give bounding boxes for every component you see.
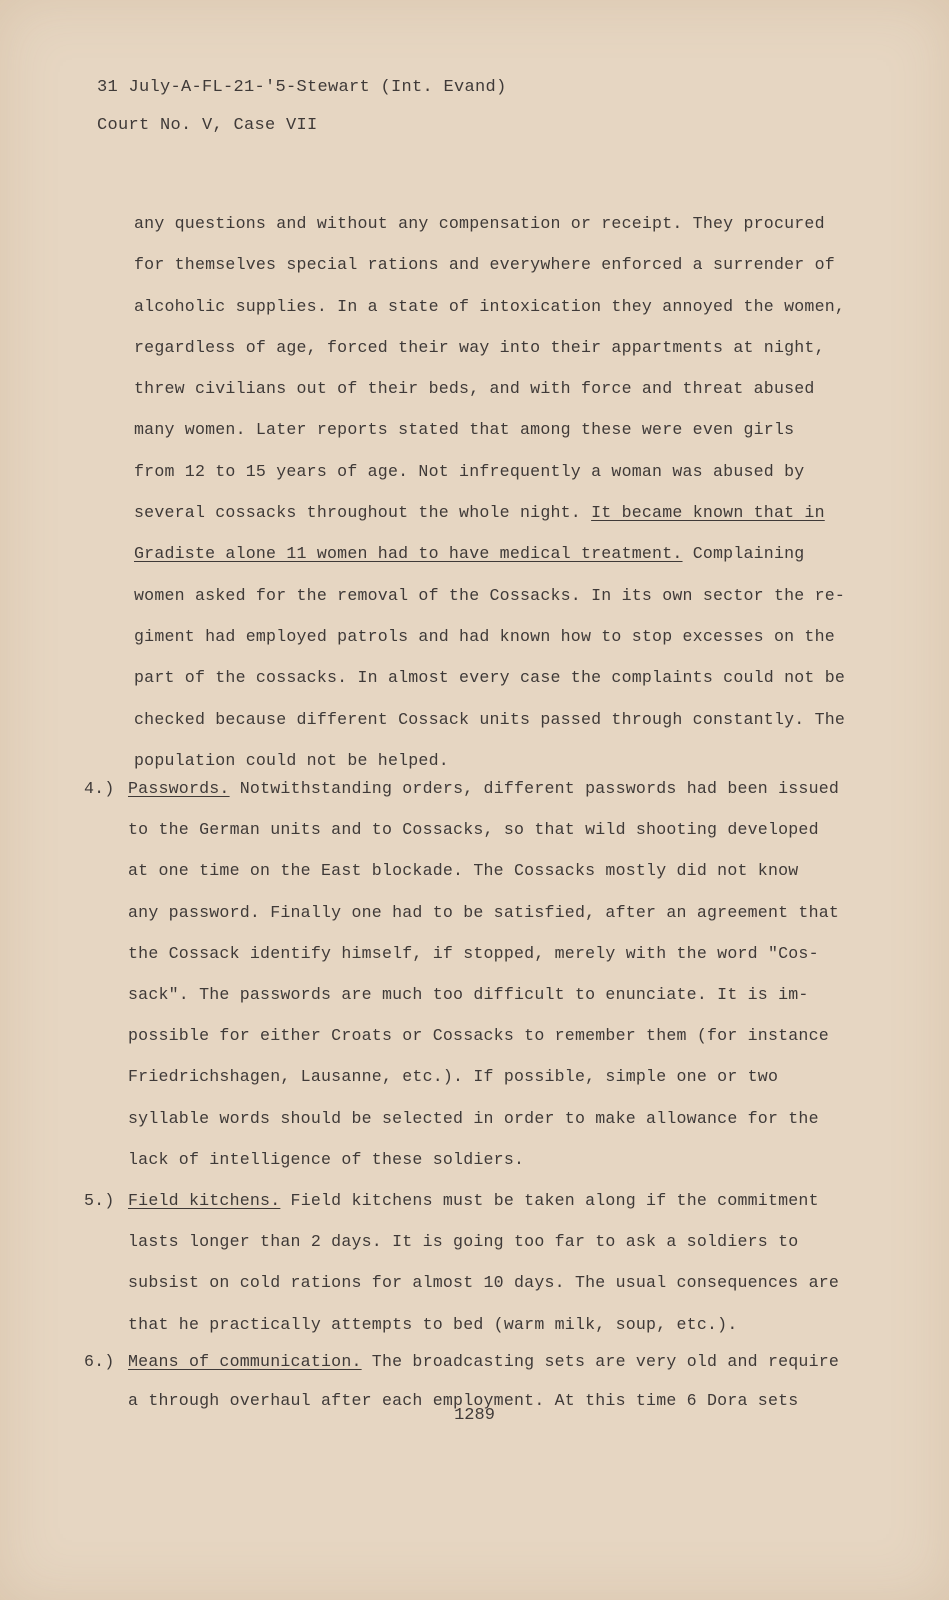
text-line: population could not be helped. [134, 750, 449, 770]
text-line: alcoholic supplies. In a state of intoxication they annoyed the women, [134, 296, 846, 316]
text-line: threw civilians out of their beds, and with force and threat abused [134, 379, 815, 399]
page-number: 1289 [454, 1406, 495, 1425]
line-text: Field kitchens must be taken along if the commitment [280, 1191, 819, 1210]
text-line: sack". The passwords are much too difficult to enunciate. It is im- [128, 985, 809, 1005]
item-number: 5.) [84, 1191, 115, 1210]
item-first-line [84, 768, 864, 809]
item-heading: Field kitchens. [128, 1191, 281, 1210]
text-line: at one time on the East blockade. The Cossacks mostly did not know [128, 861, 799, 881]
header-reference: 31 July-A-FL-21-'5-Stewart (Int. Evand) [97, 78, 507, 97]
text-line: giment had employed patrols and had known how to stop excesses on the [134, 626, 835, 646]
underlined-text: Gradiste alone 11 women had to have medical treatment. [134, 544, 683, 564]
text-line: Friedrichshagen, Lausanne, etc.). If possible, simple one or two [128, 1067, 779, 1087]
header-court-case: Court No. V, Case VII [97, 116, 318, 135]
text-line: lack of intelligence of these soldiers. [128, 1149, 525, 1169]
text-line: the Cossack identify himself, if stopped, merely with the word "Cos- [128, 943, 819, 963]
item-first-line [84, 1342, 864, 1381]
text-line: checked because different Cossack units passed through constantly. The [134, 709, 846, 729]
text-line: a through overhaul after each employment. At this time 6 Dora sets [128, 1391, 799, 1410]
text-line: for themselves special rations and everywhere enforced a surrender of [134, 255, 835, 275]
item-field-kitchens [84, 1180, 864, 1345]
text-line: that he practically attempts to bed (warm milk, soup, etc.). [128, 1314, 738, 1334]
item-heading: Means of communication. [128, 1352, 362, 1371]
item-passwords [84, 768, 864, 1180]
item-heading: Passwords. [128, 779, 230, 798]
text-line: any password. Finally one had to be satisfied, after an agreement that [128, 902, 840, 922]
line-text: The broadcasting sets are very old and require [361, 1352, 840, 1371]
item-number: 4.) [84, 779, 115, 798]
line-text: Notwithstanding orders, different passwords had been issued [229, 779, 840, 798]
text-line: many women. Later reports stated that among these were even girls [134, 420, 795, 440]
text-line: from 12 to 15 years of age. Not infrequently a woman was abused by [134, 461, 805, 481]
text-line: syllable words should be selected in order to make allowance for the [128, 1108, 819, 1128]
text-line: to the German units and to Cossacks, so that wild shooting developed [128, 820, 819, 840]
text-line: subsist on cold rations for almost 10 days. The usual consequences are [128, 1273, 840, 1293]
underlined-text: It became known that in [591, 503, 825, 523]
text-line [134, 492, 854, 533]
text-line: possible for either Croats or Cossacks to remember them (for instance [128, 1026, 829, 1046]
text-line [134, 533, 854, 574]
text-line: lasts longer than 2 days. It is going too far to ask a soldiers to [128, 1232, 799, 1252]
line-text: Complaining [682, 544, 805, 564]
line-text: several cossacks throughout the whole night. [134, 503, 592, 523]
item-first-line [84, 1180, 864, 1221]
text-line: regardless of age, forced their way into their appartments at night, [134, 337, 825, 357]
intro-paragraph [134, 203, 854, 781]
text-line: part of the cossacks. In almost every case the complaints could not be [134, 668, 846, 688]
item-number: 6.) [84, 1352, 115, 1371]
text-line: women asked for the removal of the Cossacks. In its own sector the re- [134, 585, 846, 605]
text-line: any questions and without any compensation or receipt. They procured [134, 214, 825, 233]
